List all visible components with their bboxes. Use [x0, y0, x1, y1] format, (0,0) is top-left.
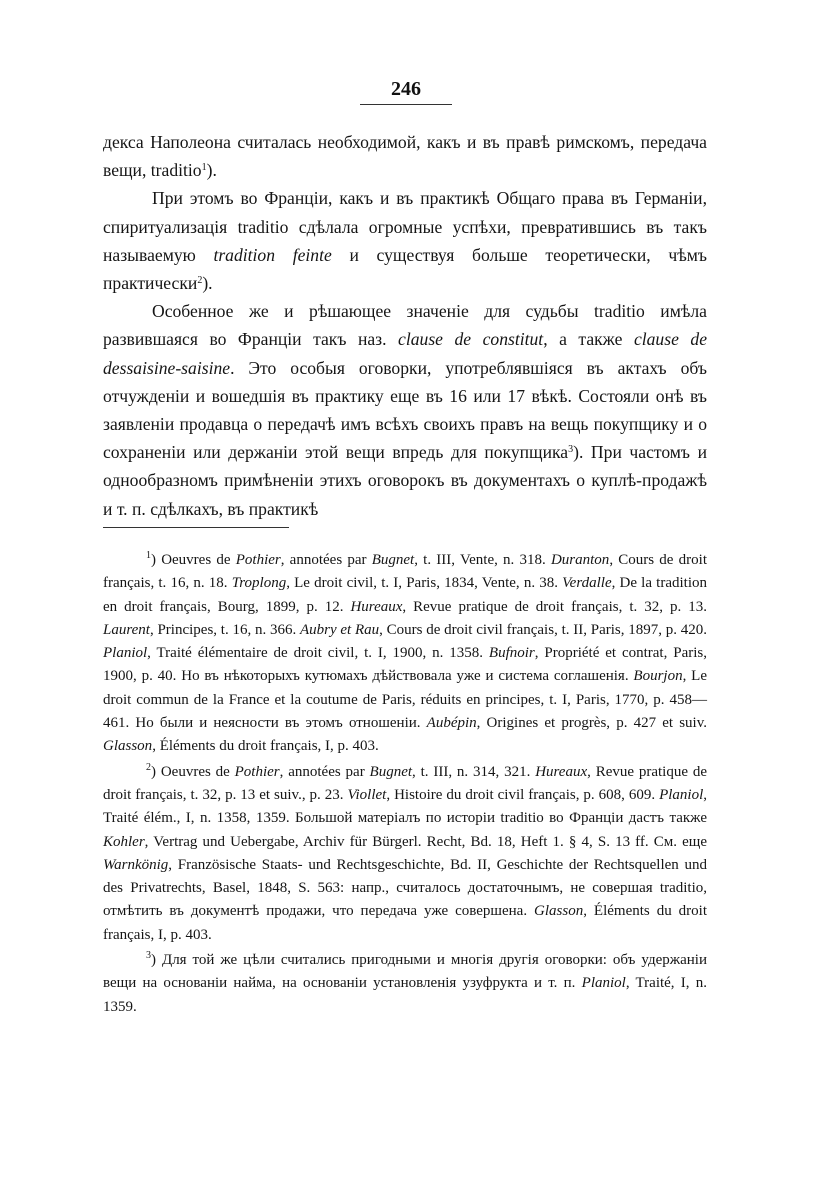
paragraph-3-text: Особенное же и рѣшающее значеніе для судьбы traditio имѣла развившаяся во Франціи такъ наз.	[103, 301, 707, 350]
fn-text: , Revue pratique de droit français, t. 32, p. 13 et suiv., p. 23.	[103, 763, 707, 803]
fn-text: , Histoire du droit civil français, p. 608, 609.	[386, 786, 660, 803]
author: Hureaux	[535, 763, 588, 780]
paragraph-3-text-cont2: . Это особыя оговорки, употреблявшіяся въ актахъ объ отчужденіи и вошедшія въ практику еще въ 16 или 17 вѣкѣ. Состояли онѣ въ заявленіи продавца о передачѣ имъ всѣхъ своихъ правъ на вещь покупщику и о сохраненіи или держаніи этой вещи впредь для покупщика	[103, 357, 707, 463]
fn-text: , annotées par	[280, 552, 372, 568]
fn-text: , t. III, Vente, n. 318.	[414, 552, 551, 568]
fn-text: , Le droit commun de la France et la coutume de Paris, réduits en principes, t. I, Paris, 1770, p. 458—461. Но были и неясности въ этомъ отношеніи.	[103, 668, 708, 732]
author: Planiol	[659, 786, 704, 803]
fn-text: ) Oeuvres de	[151, 763, 235, 780]
author: Troplong	[231, 575, 287, 592]
fn-text: , Französische Staats- und Rechtsgeschichte, Bd. II, Geschichte der Rechtsquellen und des Privatrechts, Basel, 1848, S. 563: напр., считалось достаточнымъ, не совершая traditio, отмѣтить въ документѣ продажи, что передача уже совершена.	[103, 856, 707, 920]
fn-text: , Propriété et contrat, Paris, 1900, p. 40. Но въ нѣкоторыхъ кутюмахъ дѣйствовала уже и система соглашенія.	[103, 645, 707, 685]
author: Viollet	[347, 786, 387, 803]
fn-text: , Le droit civil, t. I, Paris, 1834, Vente, n. 38.	[286, 575, 563, 592]
fn-text: ) Для той же цѣли считались пригодными и многія другія оговорки: объ удержаніи вещи на основаніи найма, на основаніи установленія узуфрукта и т. п.	[103, 952, 707, 992]
page-number-underline	[360, 104, 452, 105]
fn-text: , annotées par	[279, 763, 370, 780]
author: Bugnet	[369, 763, 413, 780]
author: Bourjon	[633, 668, 683, 685]
paragraph-3-text-end: ). При частомъ и однообразномъ примѣненіи этихъ оговорокъ въ документахъ о куплѣ-продажѣ и т. п. сдѣлкахъ, въ практикѣ	[103, 442, 707, 519]
author: Pothier	[235, 552, 281, 568]
paragraph-1-text-end: ).	[206, 160, 217, 181]
term-dessaisine-saisine: clause de dessaisine-saisine	[103, 329, 707, 378]
author: Kohler	[103, 833, 145, 850]
footnote-1-mark: 1	[146, 550, 151, 561]
term-tradition-feinte: tradition feinte	[213, 244, 332, 265]
paragraph-3	[103, 297, 707, 523]
page-number: 246	[391, 78, 421, 100]
footnote-2	[103, 761, 707, 947]
author: Aubry et Rau	[299, 621, 380, 638]
fn-text: , Éléments du droit français, I, p. 403.	[103, 903, 707, 943]
footnote-3	[103, 949, 707, 1019]
fn-text: , Cours de droit civil français, t. II, Paris, 1897, p. 420.	[379, 621, 707, 638]
paragraph-2-text-end: ).	[202, 273, 213, 294]
author: Verdalle	[562, 575, 612, 592]
footnote-separator	[103, 527, 289, 528]
fn-text: , Traité élém., I, n. 1358, 1359. Большой матеріалъ по исторіи traditio во Франціи дастъ также	[103, 786, 707, 827]
fn-text: , Revue pratique de droit français, t. 32, p. 13.	[402, 598, 707, 615]
footnotes	[103, 549, 707, 1019]
paragraph-2-text: При этомъ во Франціи, какъ и въ практикѣ Общаго права въ Германіи, спиритуализація traditio сдѣлала огромные успѣхи, превратившись въ такъ называемую	[103, 188, 707, 265]
paragraph-3-text-cont: , а также	[543, 329, 634, 350]
fn-text: , Traité, I, n. 1359.	[103, 975, 708, 1015]
author: Warnkönig	[103, 856, 169, 873]
paragraph-1	[103, 128, 707, 184]
author: Aubépin	[426, 715, 477, 732]
author: Glasson	[103, 738, 153, 755]
footnote-ref-3: 3	[568, 444, 574, 456]
author: Duranton	[550, 552, 610, 568]
main-text	[103, 128, 707, 523]
author: Planiol	[103, 645, 148, 662]
footnote-ref-1: 1	[201, 162, 207, 174]
fn-text: ) Oeuvres de	[151, 552, 236, 568]
footnote-3-mark: 3	[146, 950, 151, 962]
fn-text: , Cours de droit français, t. 16, n. 18.	[103, 552, 707, 592]
fn-text: , Origines et progrès, p. 427 et suiv.	[476, 715, 707, 732]
footnote-ref-2: 2	[197, 275, 203, 287]
author: Bugnet	[371, 552, 415, 568]
paragraph-2-text-cont: и существуя больше теоретически, чѣмъ практически	[103, 244, 707, 294]
footnote-1	[103, 549, 707, 759]
author: Pothier	[234, 763, 280, 780]
paragraph-1-text: декса Наполеона считалась необходимой, какъ и въ правѣ римскомъ, передача вещи, traditio	[103, 132, 707, 181]
fn-text: , Éléments du droit français, I, p. 403.	[152, 738, 379, 755]
author: Laurent	[103, 621, 150, 638]
author: Glasson	[534, 903, 584, 920]
paragraph-2	[103, 184, 707, 297]
fn-text: , Principes, t. 16, n. 366.	[149, 621, 300, 638]
author: Planiol	[581, 975, 626, 992]
footnote-2-mark: 2	[146, 761, 151, 773]
author: Bufnoir	[488, 645, 535, 662]
author: Hureaux	[350, 598, 403, 615]
fn-text: , De la tradition en droit français, Bourg, 1899, p. 12.	[103, 575, 708, 615]
fn-text: , t. III, n. 314, 321.	[412, 763, 536, 780]
fn-text: , Vertrag und Uebergabe, Archiv für Bürgerl. Recht, Bd. 18, Heft 1. § 4, S. 13 ff. См. еще	[144, 833, 707, 850]
term-clause-de-constitut: clause de constitut	[398, 329, 544, 350]
fn-text: , Traité élémentaire de droit civil, t. I, 1900, n. 1358.	[147, 645, 489, 662]
